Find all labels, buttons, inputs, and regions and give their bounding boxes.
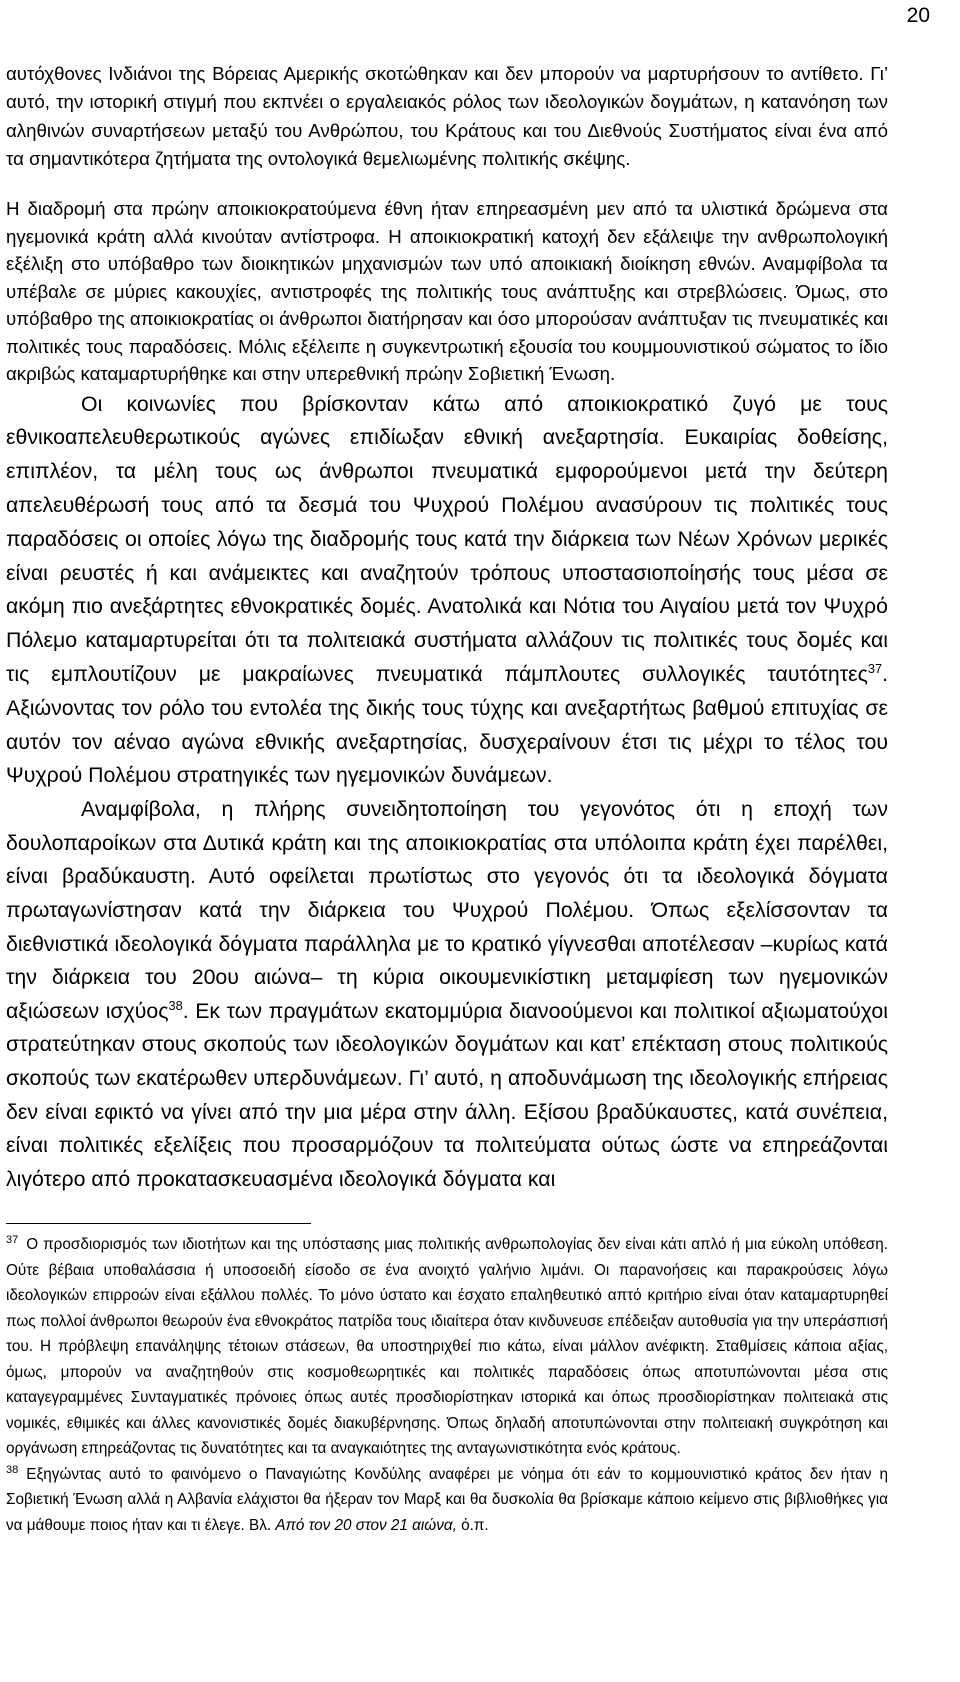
- footnote-38: [6, 1462, 888, 1539]
- footnote-cited-title: Από τον 20 στον 21 αιώνα,: [275, 1516, 457, 1534]
- paragraph-doubtless-text: Αναμφίβολα, η πλήρης συνειδητοποίηση του γεγονότος ότι η εποχή των δουλοπαροίκων στα Δυτικά κράτη και της αποικιοκρατίας στα υπόλοιπα κράτη έχει παρέλθει, είναι βραδύκαυστη. Αυτό οφείλεται πρωτίστως στο γεγονός ότι τα ιδεολογικά δόγματα πρωταγωνίστησαν κατά την διάρκεια του Ψυχρού Πολέμου. Όπως εξελίσσονταν τα διεθνιστικά ιδεολογικά δόγματα παράλληλα με το κρατικό γίγνεσθαι αποτέλεσαν –κυρίως κατά την διάρκεια του 20ου αιώνα– τη κύρια οικουμενικίστικη μεταμφίεση των ηγεμονικών αξιώσεων ισχύος: [6, 797, 888, 1023]
- paragraph-societies-text: Οι κοινωνίες που βρίσκονταν κάτω από αποικιοκρατικό ζυγό με τους εθνικοαπελευθερωτικούς αγώνες επιδίωξαν εθνική ανεξαρτησία.: [6, 391, 888, 450]
- paragraph-colonial-text: Η διαδρομή στα πρώην αποικιοκρατούμενα έθνη ήταν επηρεασμένη μεν από τα υλιστικά δρώμενα στα ηγεμονικά κράτη αλλά κινούταν αντίστροφα. Η αποικιοκρατική κατοχή δεν εξάλειψε την ανθρωπολογική εξέλιξη στο υπόβαθρο των διοικητικών μηχανισμών των υπό αποικιακή διοίκηση εθνών. Αναμφίβολα τα υπέβαλε σε μύριες κακουχίες, αντιστροφές της πολιτικής τους ανάπτυξης και στρεβλώσεις. Όμως, στο υπόβαθρο της αποικιοκρατίας οι άνθρωποι διατήρησαν και όσο μπορούσαν ανάπτυξαν τις πνευματικές και πολιτικές τους παραδόσεις. Μόλις εξέλειπε η συγκεντρωτική εξουσία του κουμμουνιστικού σώματος το ίδιο ακριβώς καταμαρτυρήθηκε και στην υπερεθνική πρώην Σοβιετική Ένωση.: [6, 198, 888, 385]
- paragraph-opportunity-text: Ευκαιρίας δοθείσης, επιπλέον, τα μέλη τους ως άνθρωποι πνευματικά εμφορούμενοι μετά την δεύτερη απελευθέρωσή τους από τα δεσμά του Ψυχρού Πολέμου ανασύρουν τις πολιτικές τους παραδόσεις οι οποίες λόγω της διαδρομής τους κατά την διάρκεια των Νέων Χρόνων μερικές είναι ρευστές ή και ανάμεικτες και αναζητούν τρόπους υποστασιοποίησής τους μέσα σε ακόμη πιο ανεξάρτητες εθνοκρατικές δομές. Ανατολικά και Νότια του Αιγαίου μετά τον Ψυχρό Πόλεμο καταμαρτυρείται ότι τα πολιτειακά συστήματα αλλάζουν τις πολιτικές τους δομές και τις εμπλουτίζουν με μακραίωνες πνευματικά πάμπλουτες συλλογικές ταυτότητες: [6, 425, 888, 687]
- footnote-tail: ό.π.: [456, 1516, 489, 1534]
- main-text: [6, 60, 888, 1538]
- paragraph-intro: αυτόχθονες Ινδιάνοι της Βόρειας Αμερικής σκοτώθηκαν και δεν μπορούν να μαρτυρήσουν το αντίθετο. Γι’ αυτό, την ιστορική στιγμή που εκπνέει ο εργαλειακός ρόλος των ιδεολογικών δογμάτων, η κατανόηση των αληθινών συναρτήσεων μεταξύ του Ανθρώπου, του Κράτους και του Διεθνούς Συστήματος είναι ένα από τα σημαντικότερα ζητήματα της οντολογικά θεμελιωμένης πολιτικής σκέψης.: [6, 63, 888, 169]
- footnote-marker: 38: [6, 1463, 19, 1476]
- footnote-marker: 37: [6, 1234, 19, 1247]
- footnote-text: Ο προσδιορισμός των ιδιοτήτων και της υπόστασης μιας πολιτικής ανθρωπολογίας δεν είναι κάτι απλό ή μια εύκολη υπόθεση. Ούτε βέβαια υποθαλάσσια ή υποσοειδή είσοδο σε ένα ανοιχτό γαλήνιο λιμάνι. Οι παρανοήσεις και παρακρούσεις λόγω ιδεολογικών επιρροών είναι εξάλλου πολλές. Το μόνο ύστατο και έσχατο επαληθευτικό απτό κριτήριο είναι όταν καταμαρτυρηθεί πως πολλοί άνθρωποι θεωρούν ένα εθνοκράτος πατρίδα τους ιδιαίτερα όταν κινδυνευσε επέδειξαν αυτοθυσία για την υπεράσπισή του. Η πρόβλεψη επανάληψης τέτοιων στάσεων, θα υποστηριχθεί πιο κάτω, είναι μάλλον ανέφικτη. Σταθμίσεις κάποια αξίας, όμως, μπορούν να αναζητηθούν στις κοσμοθεωρητικές και πολιτικές παραδόσεις όπως αποτυπώνονται μέσα στις καταγεγραμμένες Συνταγματικές πρόνοιες όπως αυτές προσδιορίστηκαν ιστορικά και όπως προσδιορίστηκαν πολιτειακά στις νομικές, εθιμικές και άλλες κανονιστικές δομές διακυβέρνησης. Όπως δηλαδή αποτυπώνονται στην πολιτειακή συγκρότηση και οργάνωση επηρεάζοντας τις δυνατότητες και τα αναγκαιότητες της ανταγωνιστικότητα ενός κράτους.: [6, 1236, 888, 1458]
- paragraph-doubtless-text-cont: . Εκ των πραγμάτων εκατομμύρια διανοούμενοι και πολιτικοί αξιωματούχοι στρατεύτηκαν στους σκοπούς των ιδεολογικών δογμάτων και κατ’ επέκταση στους πολιτικούς σκοπούς των εκατέρωθεν υπερδυνάμεων. Γι’ αυτό, η αποδυνάμωση της ιδεολογικής επήρειας δεν είναι εφικτό να γίνει από την μια μέρα στην άλλη. Εξίσου βραδύκαυστες, κατά συνέπεια, είναι πολιτικές εξελίξεις που προσαρμόζουν τα πολιτεύματα ούτως ώστε να επηρεάζονται λιγότερο από προκατασκευασμένα ιδεολογικά δόγματα και: [6, 998, 888, 1191]
- paragraph-doubtless: [6, 793, 888, 1196]
- paragraph-opportunity-text-cont: . Αξιώνοντας τον ρόλο του εντολέα της δικής τους τύχης και ανεξαρτήτως βαθμού επιτυχίας σε αυτόν τον αέναο αγώνα εθνικής ανεξαρτησίας, δυσχεραίνουν έτσι τις μέχρι το τέλος του Ψυχρού Πολέμου στρατηγικές των ηγεμονικών δυνάμεων.: [6, 662, 888, 788]
- footnote-ref-37[interactable]: 37: [867, 660, 883, 676]
- footnote-ref-38[interactable]: 38: [168, 997, 183, 1013]
- footnote-text: Εξηγώντας αυτό το φαινόμενο ο Παναγιώτης Κονδύλης αναφέρει με νόημα ότι εάν το κομμουνιστικό κράτος δεν ήταν η Σοβιετική Ένωση αλλά η Αλβανία ελάχιστοι θα ήξεραν τον Μαρξ και θα δυσκολία θα βρίσκαμε κάποιο κείμενο στις βιβλιοθήκες για να μάθουμε ποιος ήταν και τι έλεγε. Βλ.: [6, 1465, 888, 1534]
- page-number: 20: [906, 4, 930, 27]
- footnote-37: [6, 1232, 888, 1462]
- paragraph-colonial: [6, 195, 888, 793]
- footnote-divider: [6, 1223, 311, 1224]
